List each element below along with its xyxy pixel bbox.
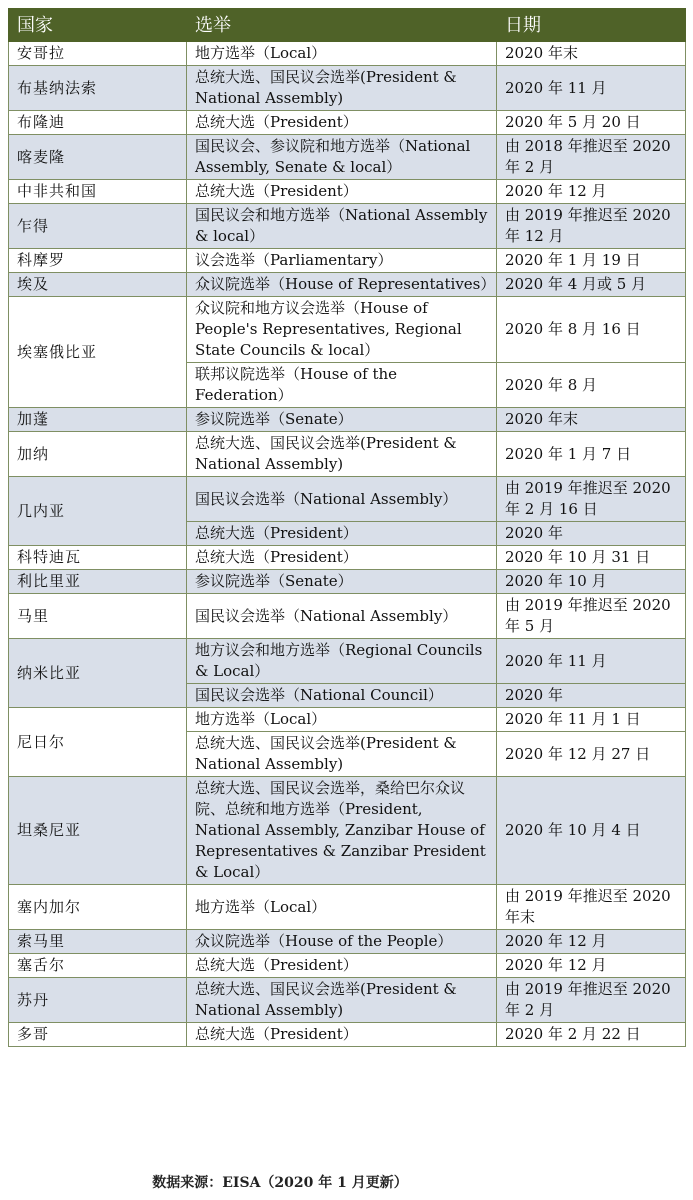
country-cell: 利比里亚 <box>9 570 187 594</box>
table-row <box>9 570 686 594</box>
country-cell: 布隆迪 <box>9 111 187 135</box>
table-row <box>9 273 686 297</box>
country-cell: 布基纳法索 <box>9 66 187 111</box>
table-row <box>9 135 686 180</box>
elections-table <box>8 8 686 1047</box>
country-cell: 加纳 <box>9 432 187 477</box>
elections-table-container <box>8 8 685 1047</box>
table-row <box>9 1023 686 1047</box>
country-cell: 埃及 <box>9 273 187 297</box>
date-cell: 由 2018 年推迟至 2020 年 2 月 <box>497 135 686 180</box>
country-cell: 安哥拉 <box>9 42 187 66</box>
date-cell: 2020 年 1 月 7 日 <box>497 432 686 477</box>
header-country: 国家 <box>9 9 187 42</box>
date-cell: 2020 年 12 月 <box>497 954 686 978</box>
election-cell: 总统大选（President） <box>187 1023 497 1047</box>
header-election: 选举 <box>187 9 497 42</box>
election-cell: 国民议会和地方选举（National Assembly & local） <box>187 204 497 249</box>
country-cell: 多哥 <box>9 1023 187 1047</box>
election-cell: 地方议会和地方选举（Regional Councils & Local） <box>187 639 497 684</box>
election-cell: 总统大选（President） <box>187 522 497 546</box>
country-cell: 塞舌尔 <box>9 954 187 978</box>
date-cell: 2020 年 1 月 19 日 <box>497 249 686 273</box>
election-cell: 众议院选举（House of Representatives） <box>187 273 497 297</box>
election-cell: 参议院选举（Senate） <box>187 570 497 594</box>
table-row <box>9 111 686 135</box>
date-cell: 2020 年 11 月 1 日 <box>497 708 686 732</box>
date-cell: 2020 年 12 月 <box>497 180 686 204</box>
country-cell: 埃塞俄比亚 <box>9 297 187 408</box>
date-cell: 2020 年 2 月 22 日 <box>497 1023 686 1047</box>
date-cell: 2020 年 11 月 <box>497 66 686 111</box>
country-cell: 乍得 <box>9 204 187 249</box>
table-header-row <box>9 9 686 42</box>
data-source-note: 数据来源：EISA（2020 年 1 月更新） <box>152 1175 408 1191</box>
country-cell: 科特迪瓦 <box>9 546 187 570</box>
table-row <box>9 297 686 363</box>
date-cell: 由 2019 年推迟至 2020 年 12 月 <box>497 204 686 249</box>
date-cell: 2020 年末 <box>497 42 686 66</box>
table-row <box>9 777 686 885</box>
table-row <box>9 408 686 432</box>
country-cell: 索马里 <box>9 930 187 954</box>
election-cell: 国民议会、参议院和地方选举（National Assembly, Senate & local） <box>187 135 497 180</box>
table-row <box>9 594 686 639</box>
election-cell: 总统大选、国民议会选举(President & National Assembly) <box>187 432 497 477</box>
election-cell: 参议院选举（Senate） <box>187 408 497 432</box>
country-cell: 纳米比亚 <box>9 639 187 708</box>
date-cell: 2020 年 10 月 <box>497 570 686 594</box>
table-row <box>9 66 686 111</box>
table-row <box>9 708 686 732</box>
country-cell: 科摩罗 <box>9 249 187 273</box>
date-cell: 2020 年 8 月 <box>497 363 686 408</box>
date-cell: 2020 年末 <box>497 408 686 432</box>
election-cell: 众议院和地方议会选举（House of People's Representatives, Regional State Councils & local） <box>187 297 497 363</box>
election-cell: 总统大选、国民议会选举(President & National Assembly) <box>187 66 497 111</box>
table-row <box>9 885 686 930</box>
country-cell: 尼日尔 <box>9 708 187 777</box>
country-cell: 中非共和国 <box>9 180 187 204</box>
table-row <box>9 954 686 978</box>
election-cell: 国民议会选举（National Council） <box>187 684 497 708</box>
election-cell: 总统大选（President） <box>187 546 497 570</box>
table-row <box>9 180 686 204</box>
date-cell: 2020 年 <box>497 522 686 546</box>
date-cell: 2020 年 12 月 <box>497 930 686 954</box>
date-cell: 由 2019 年推迟至 2020 年 5 月 <box>497 594 686 639</box>
country-cell: 喀麦隆 <box>9 135 187 180</box>
date-cell: 2020 年 11 月 <box>497 639 686 684</box>
election-cell: 国民议会选举（National Assembly） <box>187 477 497 522</box>
date-cell: 2020 年 8 月 16 日 <box>497 297 686 363</box>
country-cell: 苏丹 <box>9 978 187 1023</box>
date-cell: 2020 年 10 月 31 日 <box>497 546 686 570</box>
date-cell: 由 2019 年推迟至 2020 年末 <box>497 885 686 930</box>
election-cell: 总统大选、国民议会选举，桑给巴尔众议院、总统和地方选举（President, National Assembly, Zanzibar House of Representatives & Zanzibar President & Local） <box>187 777 497 885</box>
date-cell: 2020 年 <box>497 684 686 708</box>
election-cell: 议会选举（Parliamentary） <box>187 249 497 273</box>
country-cell: 马里 <box>9 594 187 639</box>
election-cell: 地方选举（Local） <box>187 885 497 930</box>
table-row <box>9 42 686 66</box>
table-row <box>9 639 686 684</box>
election-cell: 联邦议院选举（House of the Federation） <box>187 363 497 408</box>
date-cell: 2020 年 5 月 20 日 <box>497 111 686 135</box>
table-row <box>9 204 686 249</box>
table-body <box>9 42 686 1047</box>
election-cell: 总统大选（President） <box>187 111 497 135</box>
election-cell: 地方选举（Local） <box>187 708 497 732</box>
election-cell: 总统大选（President） <box>187 180 497 204</box>
country-cell: 坦桑尼亚 <box>9 777 187 885</box>
header-date: 日期 <box>497 9 686 42</box>
election-cell: 总统大选（President） <box>187 954 497 978</box>
country-cell: 几内亚 <box>9 477 187 546</box>
date-cell: 2020 年 12 月 27 日 <box>497 732 686 777</box>
table-row <box>9 978 686 1023</box>
table-row <box>9 477 686 522</box>
table-row <box>9 432 686 477</box>
country-cell: 塞内加尔 <box>9 885 187 930</box>
country-cell: 加蓬 <box>9 408 187 432</box>
table-row <box>9 546 686 570</box>
election-cell: 国民议会选举（National Assembly） <box>187 594 497 639</box>
table-row <box>9 930 686 954</box>
date-cell: 2020 年 10 月 4 日 <box>497 777 686 885</box>
election-cell: 总统大选、国民议会选举(President & National Assembly) <box>187 978 497 1023</box>
date-cell: 由 2019 年推迟至 2020 年 2 月 16 日 <box>497 477 686 522</box>
date-cell: 由 2019 年推迟至 2020 年 2 月 <box>497 978 686 1023</box>
election-cell: 众议院选举（House of the People） <box>187 930 497 954</box>
date-cell: 2020 年 4 月或 5 月 <box>497 273 686 297</box>
election-cell: 地方选举（Local） <box>187 42 497 66</box>
election-cell: 总统大选、国民议会选举(President & National Assembly) <box>187 732 497 777</box>
table-row <box>9 249 686 273</box>
